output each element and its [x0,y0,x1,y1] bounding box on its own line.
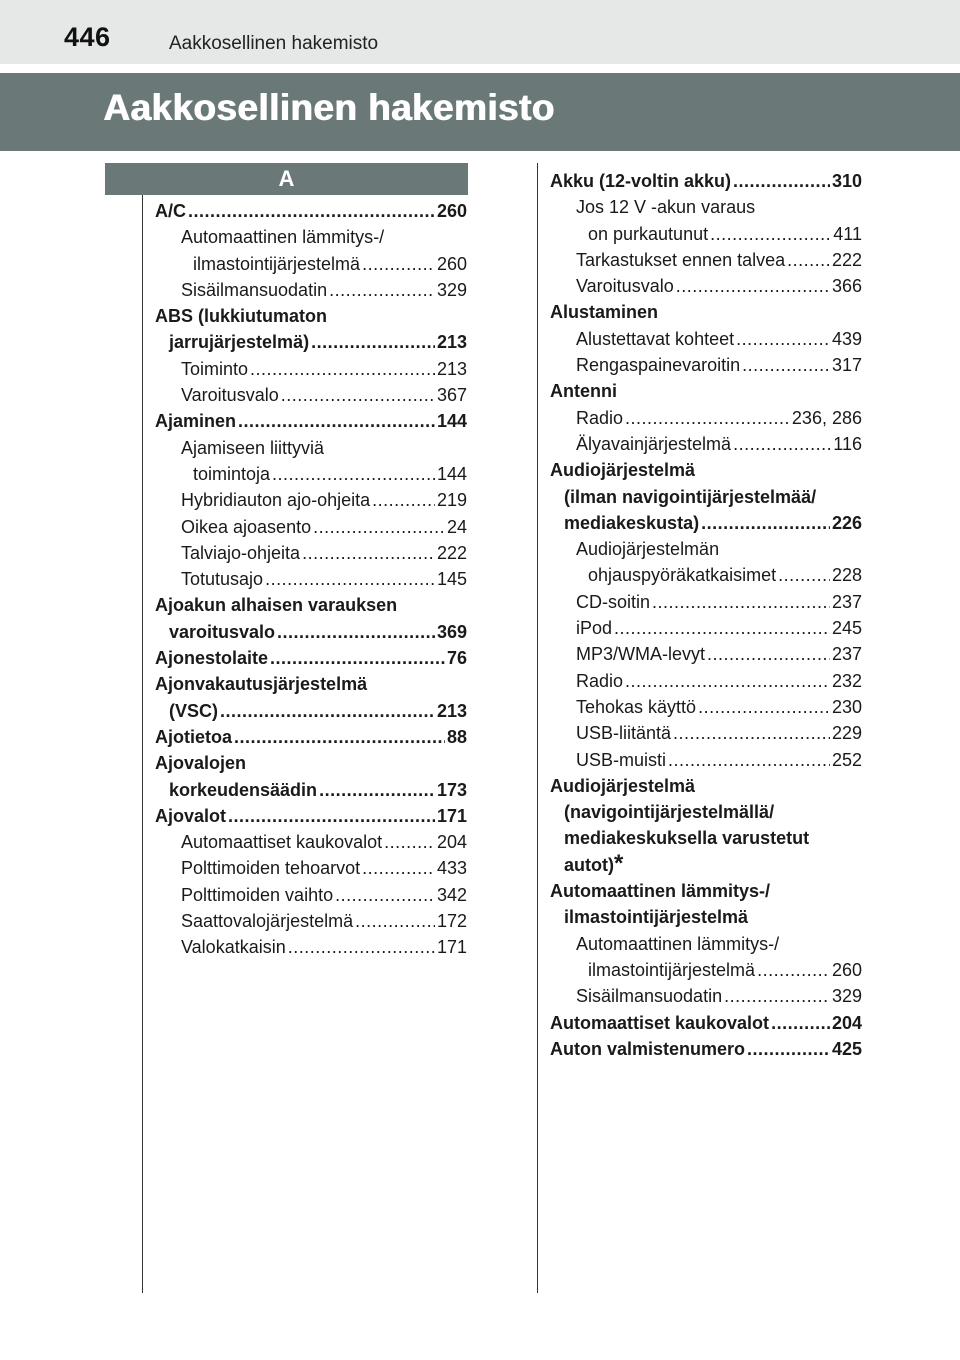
index-entry [550,904,862,930]
dot-leader [250,356,435,382]
index-entry-page[interactable]: 172 [436,911,467,932]
index-entry-page[interactable]: 213 [436,358,467,379]
index-entry-term: jarrujärjestelmä) [169,332,310,353]
index-entry-term: Totutusajo [181,569,264,590]
index-entry [550,273,862,299]
index-entry-term: Oikea ajoasento [181,516,312,537]
dot-leader [228,803,435,829]
index-entry-page[interactable]: 230 [831,696,862,717]
dot-leader [188,198,435,224]
dot-leader [234,724,445,750]
dot-leader [319,777,435,803]
index-entry-term: mediakeskusta) [564,512,700,533]
index-entry-page[interactable]: 366 [831,276,862,297]
dot-leader [313,514,445,540]
index-entry-term: toimintoja [193,463,271,484]
index-entry-page[interactable]: 329 [831,986,862,1007]
index-entry [550,931,862,957]
index-entry-term: Auton valmistenumero [550,1038,746,1059]
index-entry [550,510,862,536]
dot-leader [311,329,435,355]
index-entry-term: Ajamiseen liittyviä [181,437,325,458]
index-entry [550,799,862,825]
index-entry-page[interactable]: 145 [436,569,467,590]
index-entry-page[interactable]: 24 [446,516,467,537]
index-entry [155,803,467,829]
index-entry-term: A/C [155,201,186,221]
index-entry-page[interactable]: 213 [436,332,467,353]
index-entry-page[interactable]: 229 [831,723,862,744]
dot-leader [698,694,830,720]
index-entry-term: Polttimoiden tehoarvot [181,858,361,879]
index-entry-page[interactable]: 228 [831,565,862,586]
index-entry-page[interactable]: 236, 286 [791,407,862,428]
index-entry-term: Akku (12-voltin akku) [550,171,732,191]
running-title: Aakkosellinen hakemisto [169,33,379,54]
index-entry [155,671,467,697]
index-entry [550,247,862,273]
index-entry-term: Rengaspainevaroitin [576,355,741,376]
index-entry [155,855,467,881]
index-entry-term: Audiojärjestelmä [550,775,696,796]
index-entry [550,457,862,483]
index-entry [155,356,467,382]
dot-leader [736,326,830,352]
index-entry-term: ohjauspyöräkatkaisimet [588,565,777,586]
index-entry-term: Ajovalot [155,805,227,826]
index-entry-page[interactable]: 76 [446,648,467,669]
dot-leader [673,720,830,746]
index-entry [155,461,467,487]
index-entry [550,221,862,247]
index-entry-term: ABS (lukkiutumaton [155,306,328,327]
index-entry-term: (navigointijärjestelmällä/ [564,802,775,823]
index-entry [155,224,467,250]
index-entry-term: Saattovalojärjestelmä [181,911,354,932]
dot-leader [270,645,445,671]
index-entry [550,747,862,773]
index-column-left [155,198,467,961]
index-entry-term: Antenni [550,381,617,402]
index-entry-term: ilmastointijärjestelmä [193,253,361,274]
index-entry-page[interactable]: 367 [436,385,467,406]
dot-leader [625,668,830,694]
index-column-right [550,168,862,1062]
index-entry-term: on purkautunut [588,223,709,244]
index-entry-page[interactable]: 222 [436,542,467,563]
dot-leader [733,168,830,194]
index-entry [550,641,862,667]
index-entry [155,514,467,540]
index-entry-term: Ajoakun alhaisen varauksen [155,595,398,616]
dot-leader [362,855,435,881]
index-entry [155,750,467,776]
dot-leader [272,461,435,487]
index-entry-page[interactable]: 329 [436,279,467,300]
dot-leader [771,1010,830,1036]
index-entry-term: (ilman navigointijärjestelmää/ [564,486,817,507]
index-entry-page[interactable]: 173 [436,779,467,800]
dot-leader [281,382,435,408]
index-entry-term: Varoitusvalo [181,385,279,406]
dot-leader [668,747,830,773]
index-entry-term: Automaattinen lämmitys-/ [550,881,771,902]
index-entry [550,825,862,851]
dot-leader [625,405,790,431]
index-entry-page[interactable]: 204 [436,832,467,853]
dot-leader [614,615,830,641]
index-entry [155,329,467,355]
index-entry-page[interactable]: 260 [831,959,862,980]
dot-leader [707,641,830,667]
index-entry [155,698,467,724]
index-entry-term: USB-liitäntä [576,723,672,744]
index-entry-term: Radio [576,670,624,691]
index-entry [155,777,467,803]
index-entry-page[interactable]: 411 [833,223,862,244]
index-entry [155,408,467,434]
index-entry-term: Audiojärjestelmä [550,460,696,481]
index-entry-page[interactable]: 252 [831,749,862,770]
index-entry-term: varoitusvalo [169,621,276,642]
index-entry [550,194,862,220]
index-entry [550,668,862,694]
dot-leader [288,934,435,960]
index-entry-page[interactable]: 369 [436,621,467,642]
dot-leader [335,882,435,908]
index-entry [550,405,862,431]
index-entry [550,773,862,799]
dot-leader [710,221,831,247]
index-entry-term: CD-soitin [576,591,651,612]
dot-leader [238,408,435,434]
dot-leader [778,562,830,588]
index-entry-term: ilmastointijärjestelmä [588,959,756,980]
index-entry-term: autot) [564,854,614,875]
dot-leader [220,698,435,724]
index-entry [155,829,467,855]
index-entry-term: Ajonvakautusjärjestelmä [155,674,368,695]
dot-leader [787,247,830,273]
dot-leader [742,352,830,378]
index-entry-term: Hybridiauton ajo-ohjeita [181,490,371,511]
index-entry-term: Ajaminen [155,411,237,432]
index-entry-page[interactable]: 237 [831,591,862,612]
index-entry-page[interactable]: 171 [436,805,467,826]
left-column-rule [142,195,143,1293]
index-entry-page[interactable]: 439 [831,328,862,349]
dot-leader [329,277,435,303]
index-entry-term: Tarkastukset ennen talvea [576,249,786,270]
index-entry-term: Ajovalojen [155,753,247,774]
index-entry-page[interactable]: 245 [831,618,862,639]
dot-leader [757,957,830,983]
index-entry [550,1010,862,1036]
index-entry-term: Varoitusvalo [576,276,674,297]
index-entry [550,1036,862,1062]
dot-leader [372,487,435,513]
dot-leader [724,983,830,1009]
index-entry [155,592,467,618]
index-entry-page[interactable]: 237 [831,644,862,665]
index-entry-term: Radio [576,407,624,428]
index-entry-term: Sisäilmansuodatin [576,986,723,1007]
index-entry-term: mediakeskuksella varustetut [564,828,810,849]
index-entry [550,720,862,746]
index-entry [155,908,467,934]
dot-leader [277,619,435,645]
dot-leader [384,829,435,855]
index-entry [155,435,467,461]
index-entry [550,431,862,457]
index-entry-page[interactable]: 260 [436,201,467,221]
index-entry-page[interactable]: 144 [436,411,467,432]
dot-leader [355,908,435,934]
index-entry-page[interactable]: 213 [436,700,467,721]
index-entry [155,251,467,277]
index-entry-term: Talviajo-ohjeita [181,542,301,563]
index-entry [155,724,467,750]
index-entry-page[interactable]: 226 [831,512,862,533]
index-entry [550,484,862,510]
index-entry [550,326,862,352]
index-entry [155,303,467,329]
index-entry-term: Alustaminen [550,302,659,323]
index-entry-page[interactable]: 232 [831,670,862,691]
dot-leader [265,566,435,592]
index-entry-term: Toiminto [181,358,249,379]
index-entry-page[interactable]: 425 [831,1038,862,1059]
index-entry [550,352,862,378]
index-entry-page[interactable]: 222 [831,249,862,270]
index-entry-term: ilmastointijärjestelmä [564,907,749,928]
page-number: 446 [64,22,111,52]
index-entry [155,277,467,303]
index-entry [550,299,862,325]
index-entry [550,589,862,615]
index-entry [550,983,862,1009]
dot-leader [733,431,831,457]
index-entry: autot) * [564,849,624,877]
index-entry [155,566,467,592]
index-entry [155,934,467,960]
index-entry [550,615,862,641]
index-entry-term: iPod [576,618,613,639]
index-entry [550,694,862,720]
index-entry-page[interactable]: 433 [436,858,467,879]
dot-leader [676,273,830,299]
index-entry-page[interactable]: 171 [436,937,467,958]
index-entry-term: Automaattinen lämmitys-/ [181,227,385,248]
right-column-rule [537,163,538,1293]
index-entry-page[interactable]: 219 [436,490,467,511]
page-title: Aakkosellinen hakemisto [103,87,555,128]
index-entry-term: Sisäilmansuodatin [181,279,328,300]
index-entry-term: Tehokas käyttö [576,696,697,717]
index-entry-term: Polttimoiden vaihto [181,884,334,905]
index-entry [155,382,467,408]
index-entry [155,487,467,513]
index-entry [550,957,862,983]
index-entry [155,882,467,908]
index-entry-term: (VSC) [169,700,218,721]
index-entry-term: Älyavainjärjestelmä [576,433,732,454]
dot-leader [302,540,435,566]
index-entry [155,198,467,224]
index-entry-term: Ajonestolaite [155,648,269,669]
top-header-bar [0,0,960,64]
dot-leader [701,510,830,536]
index-entry [550,378,862,404]
index-entry [550,168,862,194]
index-entry-page[interactable]: 116 [833,433,862,454]
index-entry [550,562,862,588]
index-entry-term: Jos 12 V -akun varaus [576,197,756,218]
index-entry-term: Automaattinen lämmitys-/ [576,933,780,954]
dot-leader [652,589,830,615]
index-entry-page[interactable]: 144 [436,463,467,484]
dot-leader [747,1036,830,1062]
index-entry-term: korkeudensäädin [169,779,318,800]
index-entry-term: MP3/WMA-levyt [576,644,706,665]
index-entry-term: Automaattiset kaukovalot [550,1012,770,1033]
index-entry-term: Valokatkaisin [181,937,286,958]
index-entry [155,619,467,645]
index-entry [155,645,467,671]
index-entry-term: Ajotietoa [155,726,233,747]
index-entry-term: Alustettavat kohteet [576,328,735,349]
index-entry-page[interactable]: 317 [831,355,862,376]
index-entry-page[interactable]: 260 [436,253,467,274]
index-entry-term: USB-muisti [576,749,667,770]
index-entry-page[interactable]: 204 [831,1012,862,1033]
index-entry-term: Audiojärjestelmän [576,539,720,560]
dot-leader [362,251,435,277]
index-entry [550,878,862,904]
index-entry [550,536,862,562]
index-entry [155,540,467,566]
index-entry-page[interactable]: 342 [436,884,467,905]
index-entry-page[interactable]: 310 [831,171,862,191]
section-letter-heading: A [105,163,468,195]
index-entry-page[interactable]: 88 [446,726,467,747]
index-entry-term: Automaattiset kaukovalot [181,832,383,853]
